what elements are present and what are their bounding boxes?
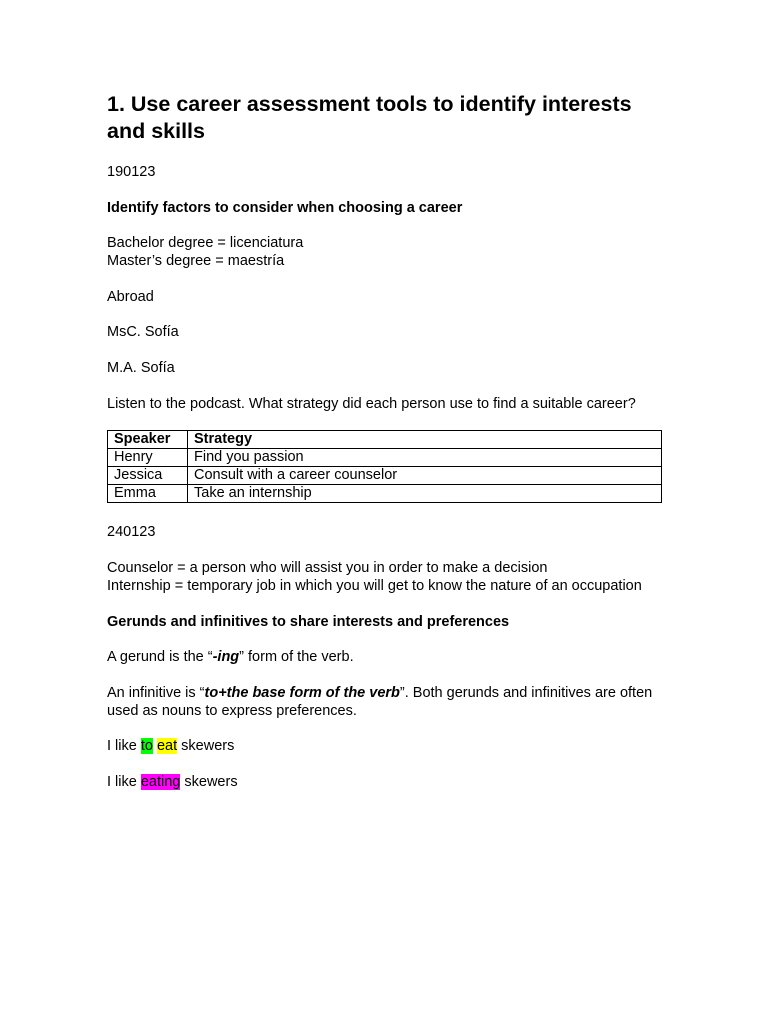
listen-prompt: Listen to the podcast. What strategy did each person use to find a suitable career?: [107, 396, 636, 412]
infinitive-emphasis: to+the base form of the verb: [204, 685, 400, 701]
section-heading-gerunds: Gerunds and infinitives to share interests and preferences: [107, 614, 510, 630]
highlight-eating: eating: [140, 774, 181, 790]
table-cell-speaker: Emma: [108, 485, 188, 503]
table-cell-strategy: Consult with a career counselor: [188, 467, 662, 485]
example-infinitive: [107, 737, 234, 755]
date-190123: 190123: [107, 164, 156, 180]
date-240123: 240123: [107, 524, 156, 540]
table-header-speaker: Speaker: [108, 431, 188, 449]
highlight-eat: eat: [156, 738, 178, 754]
table-cell-speaker: Jessica: [108, 467, 188, 485]
example1-prefix: I like: [107, 738, 141, 754]
vocab-counselor: Counselor = a person who will assist you in order to make a decision: [107, 560, 548, 576]
vocab-internship: Internship = temporary job in which you will get to know the nature of an occupation: [107, 578, 642, 594]
table-row: [108, 485, 662, 503]
gerund-prefix: A gerund is the “: [107, 649, 213, 665]
infinitive-definition: [107, 684, 667, 720]
gerund-definition: [107, 648, 354, 666]
infinitive-prefix: An infinitive is “: [107, 685, 205, 701]
infinitive-suffix: ”. Both gerunds and infinitives are often used as nouns to express preferences.: [107, 685, 653, 719]
word-abroad: Abroad: [107, 289, 154, 305]
section-heading-factors: Identify factors to consider when choosing a career: [107, 200, 463, 216]
gerund-suffix: ” form of the verb.: [239, 649, 354, 665]
table-header-strategy: Strategy: [188, 431, 662, 449]
strategy-table: [107, 430, 662, 503]
table-header-row: [108, 431, 662, 449]
document-title: 1. Use career assessment tools to identify interests and skills: [107, 92, 632, 143]
example2-suffix: skewers: [180, 774, 238, 790]
table-row: [108, 449, 662, 467]
table-cell-speaker: Henry: [108, 449, 188, 467]
table-cell-strategy: Find you passion: [188, 449, 662, 467]
ma-abbreviation: M.A. Sofía: [107, 360, 175, 376]
msc-abbreviation: MsC. Sofía: [107, 324, 179, 340]
example1-suffix: skewers: [177, 738, 235, 754]
highlight-to: to: [140, 738, 153, 754]
table-row: [108, 467, 662, 485]
table-cell-strategy: Take an internship: [188, 485, 662, 503]
gerund-emphasis: -ing: [212, 649, 240, 665]
example2-prefix: I like: [107, 774, 141, 790]
vocab-masters-degree: Master’s degree = maestría: [107, 253, 285, 269]
example-gerund: [107, 773, 238, 791]
vocab-bachelor-degree: Bachelor degree = licenciatura: [107, 235, 304, 251]
